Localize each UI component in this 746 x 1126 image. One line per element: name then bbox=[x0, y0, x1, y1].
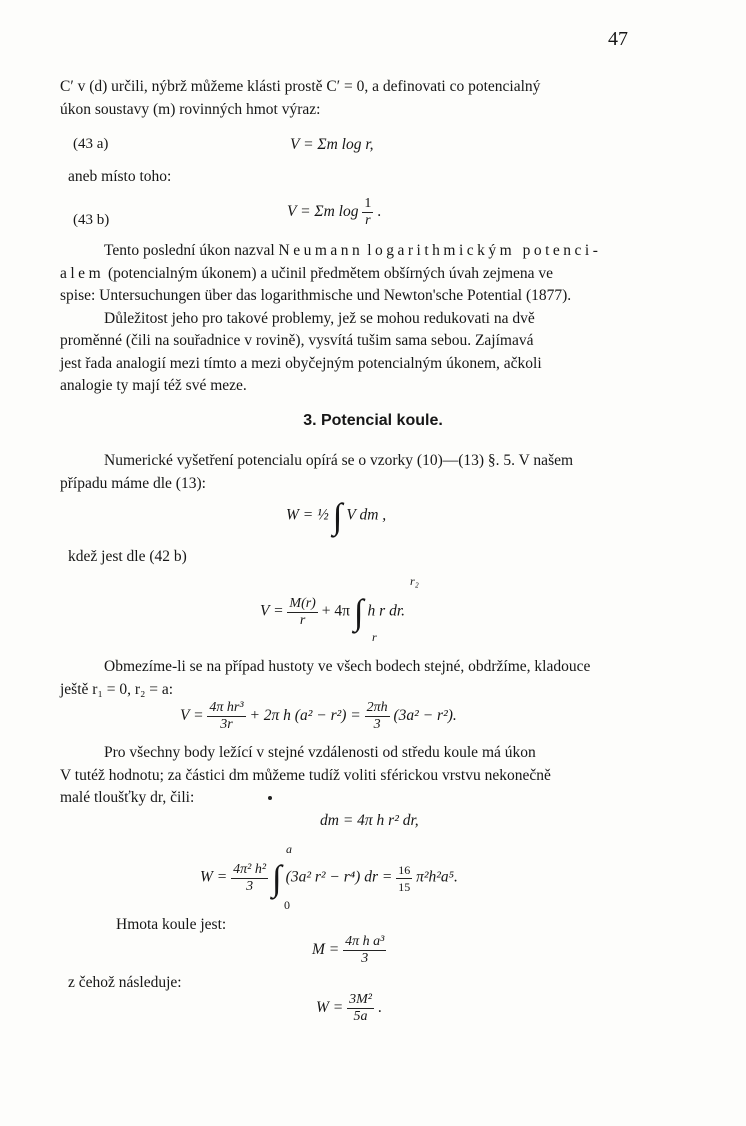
text-line: z čehož následuje: bbox=[68, 974, 182, 991]
fraction: $\frac{16}{15}$ bbox=[398, 862, 411, 894]
text-line: Pro všechny body ležící v stejné vzdálenosti od středu koule má úkon bbox=[104, 744, 536, 761]
ink-dot bbox=[268, 796, 272, 800]
fraction: $\frac{1}{r}$ bbox=[364, 196, 372, 228]
integral-upper-limit: r₂ bbox=[410, 574, 419, 588]
text-line: spise: Untersuchungen über das logarithmische und Newton'sche Potential (1877). bbox=[60, 287, 572, 304]
text-line: Hmota koule jest: bbox=[116, 916, 227, 933]
section-heading: 3. Potencial koule. bbox=[303, 412, 443, 429]
equation-label: (43 a) bbox=[73, 136, 109, 152]
equation-v2: V = $\frac{\text{4π hr³}}{3r}$ + 2π h (a² − r²) = $\frac{2\pi h}{3}$ (3a² − r²). bbox=[180, 700, 457, 732]
equation-label: (43 b) bbox=[73, 212, 110, 228]
equation-m: M = $\frac{\text{4π h a³}}{3}$ bbox=[312, 934, 385, 966]
text-line: Tento poslední úkon nazval Neumann logarithmickým potenci- bbox=[104, 242, 602, 259]
text-line: V tutéž hodnotu; za částici dm můžeme tudíž voliti sférickou vrstvu nekonečně bbox=[60, 766, 551, 784]
integral-lower-limit: 0 bbox=[284, 898, 290, 912]
fraction: $\frac{2\pi h}{3}$ bbox=[366, 700, 388, 732]
text-line: aneb místo toho: bbox=[68, 168, 172, 185]
fraction: $\frac{\text{4π h a³}}{3}$ bbox=[345, 934, 385, 966]
paragraph-density bbox=[60, 656, 648, 701]
text-line: malé tloušťky dr, čili: bbox=[60, 789, 195, 806]
paragraph-numeric bbox=[60, 450, 648, 495]
equation-v: V = $\frac{M(r)}{r}$ + 4π ∫ h r dr. bbox=[260, 592, 406, 632]
text-line: Důležitost jeho pro takové problemy, jež se mohou redukovati na dvě bbox=[104, 309, 535, 327]
text-line: kdež jest dle (42 b) bbox=[68, 548, 187, 565]
text-line: analogie ty mají též své meze. bbox=[60, 377, 247, 394]
fraction: $\frac{\text{4π² h²}}{3}$ bbox=[233, 861, 267, 894]
text-line: Obmezíme-li se na případ hustoty ve všech bodech stejné, obdržíme, kladouce bbox=[104, 658, 591, 675]
text-line: proměnné (čili na souřadnice v rovině), vysvítá tušim sama sebou. Zajímavá bbox=[60, 332, 534, 349]
fraction: $\frac{\text{4π hr³}}{3r}$ bbox=[209, 700, 244, 732]
text-line: Numerické vyšetření potencialu opírá se o vzorky (10)—(13) §. 5. V našem bbox=[104, 452, 574, 469]
page-number: 47 bbox=[608, 28, 628, 50]
text-line: úkon soustavy (m) rovinných hmot výraz: bbox=[60, 100, 321, 118]
text-line: alem (potencialným úkonem) a učinil předmětem obšírných úvah zejmena ve bbox=[60, 264, 554, 282]
text-line: C′ v (d) určili, nýbrž můžeme klásti prostě C′ = 0, a definovati co potencialný bbox=[60, 78, 541, 95]
fraction: $\frac{\text{3M²}}{5a}$ bbox=[349, 992, 372, 1024]
paragraph-neumann bbox=[60, 240, 648, 398]
text-line: případu máme dle (13): bbox=[60, 474, 206, 492]
integral-lower-limit: r bbox=[372, 630, 377, 644]
text-line: ještě r₁ = 0, r₂ = a: bbox=[60, 680, 174, 698]
equation-w1: W = ½ ∫ V dm , bbox=[286, 496, 387, 536]
equation-dm: dm = 4π h r² dr, bbox=[320, 812, 419, 829]
paragraph-sphere bbox=[60, 742, 648, 810]
equation-43b: V = Σm log $\frac{1}{r}$ . bbox=[287, 196, 382, 228]
equation-w3: W = $\frac{\text{3M²}}{5a}$ . bbox=[316, 992, 382, 1024]
equation-43a: V = Σm log r, bbox=[290, 136, 374, 153]
integral-upper-limit: a bbox=[286, 842, 292, 856]
text-line: jest řada analogií mezi tímto a mezi obyčejným potencialným úkonem, ačkoli bbox=[60, 354, 542, 372]
equation-w2: W = $\frac{\text{4π² h²}}{3}$ ∫ (3a² r² − r⁴) dr = $\frac{16}{15}$ π²h²a⁵. bbox=[200, 858, 458, 898]
paragraph-intro bbox=[60, 76, 648, 121]
fraction: $\frac{M(r)}{r}$ bbox=[289, 595, 316, 628]
